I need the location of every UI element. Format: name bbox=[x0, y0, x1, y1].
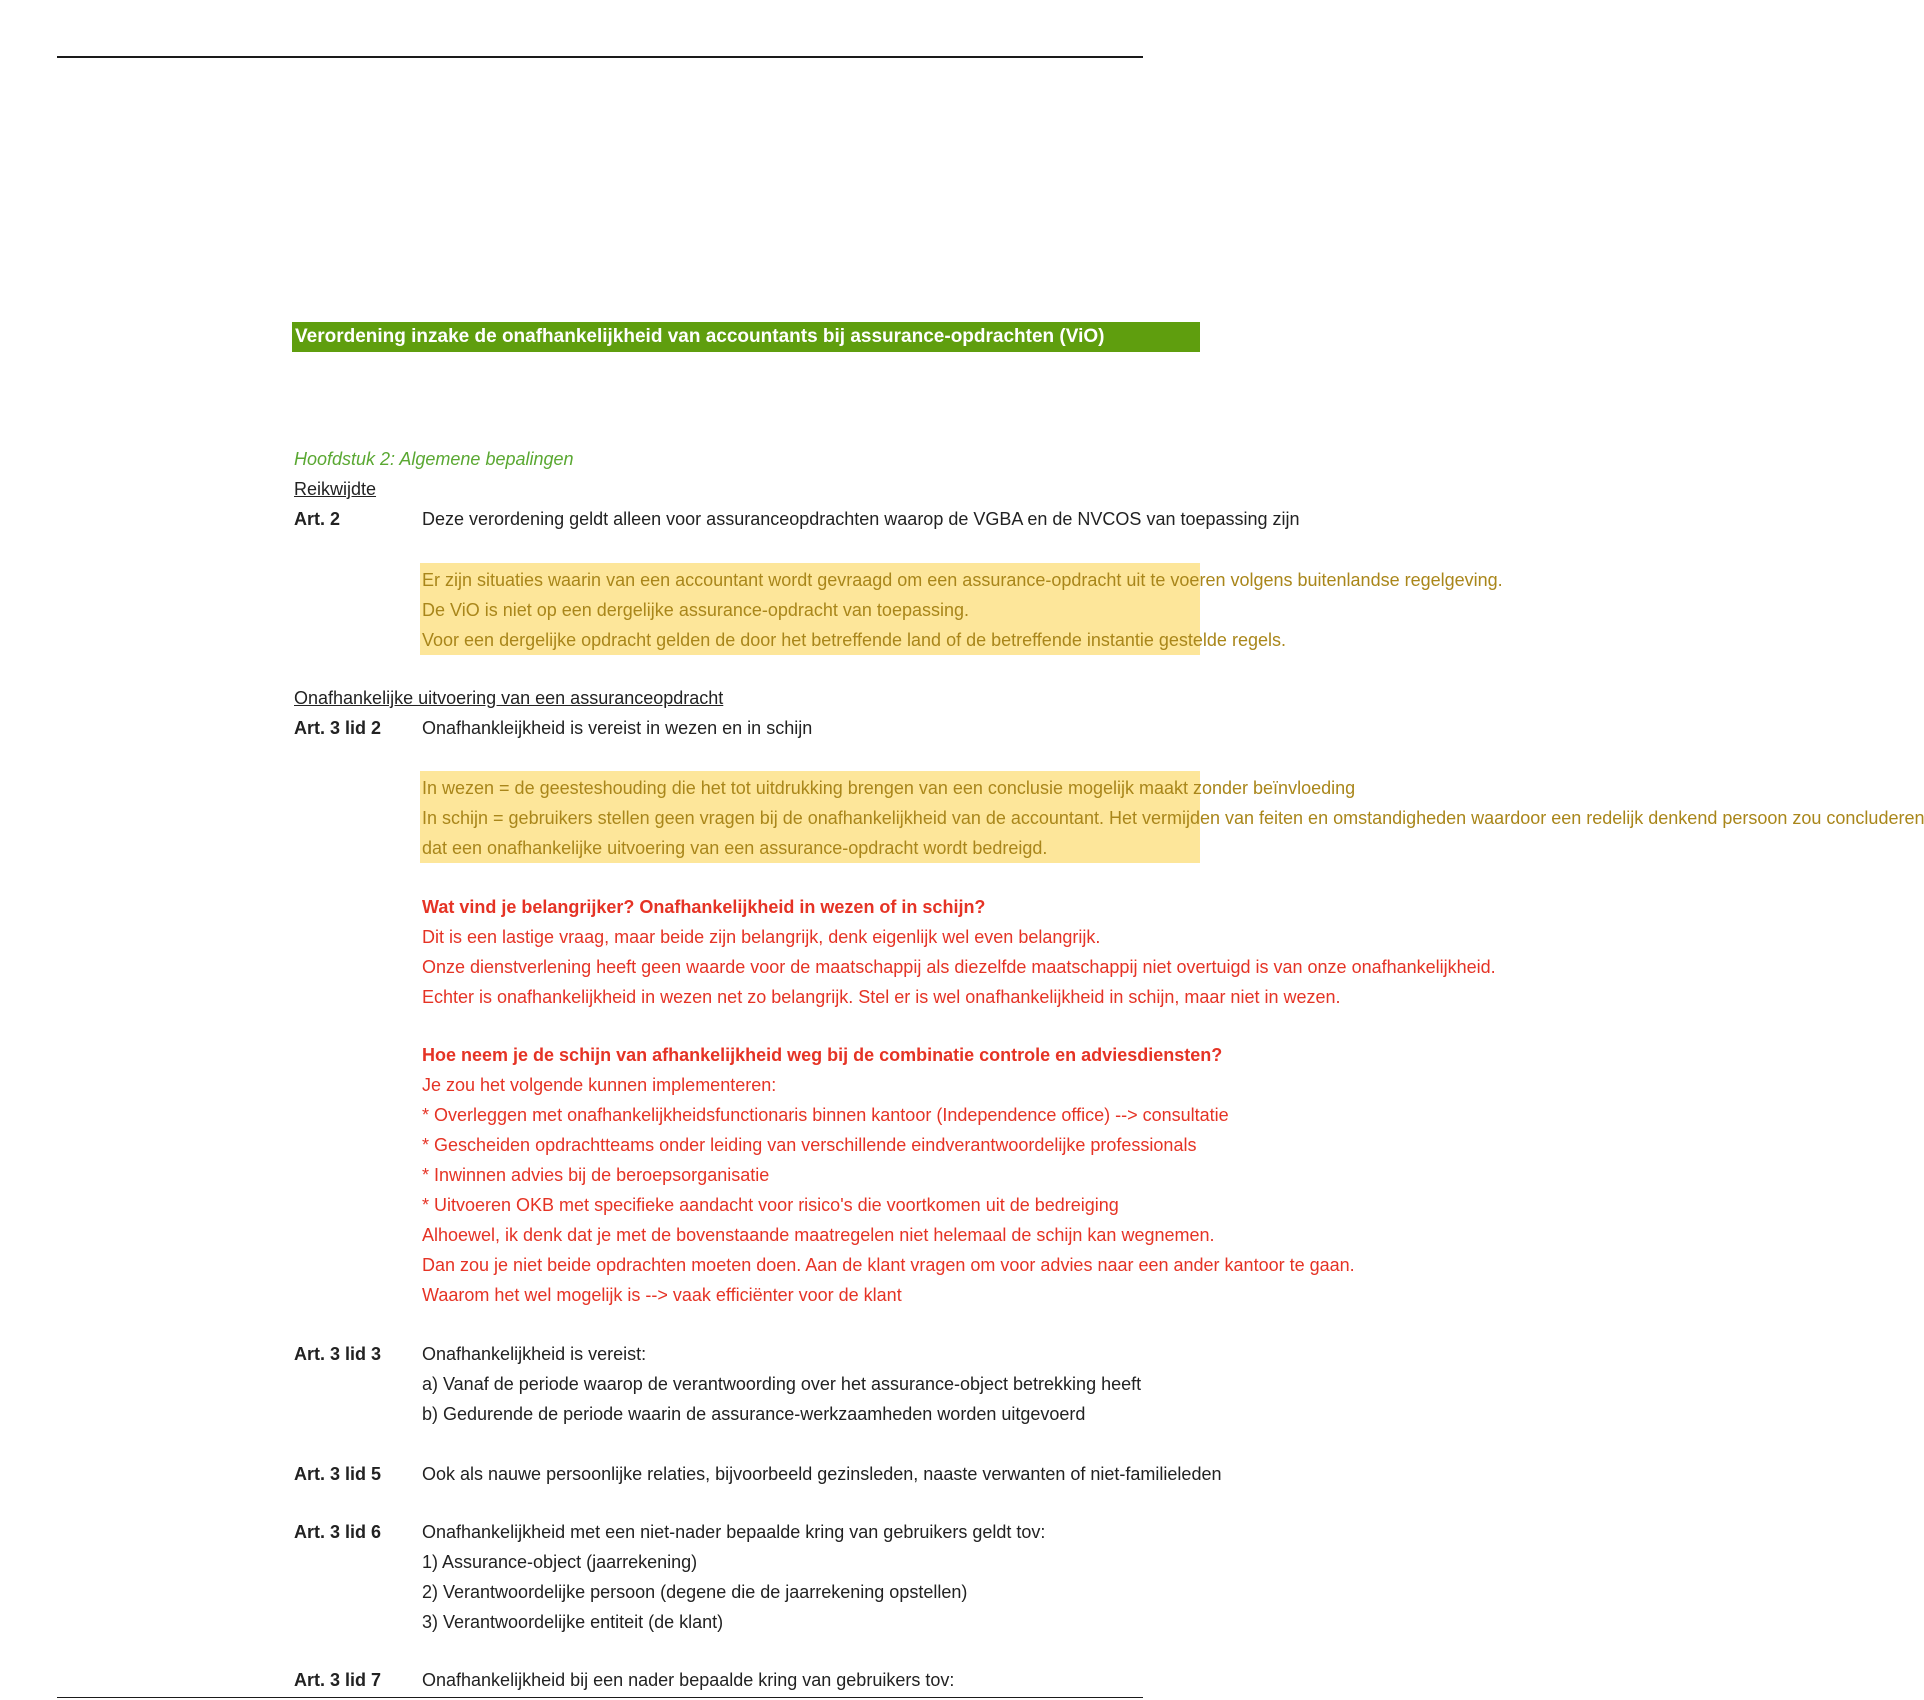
article-label-art3lid2: Art. 3 lid 2 bbox=[294, 718, 382, 738]
note-block-question-2 bbox=[422, 1040, 1355, 1310]
document-title-banner: Verordening inzake de onafhankelijkheid van accountants bij assurance-opdrachten (ViO) bbox=[292, 322, 1200, 352]
note-line: Onze dienstverlening heeft geen waarde voor de maatschappij als diezelfde maatschappij niet overtuigd is van onze onafhankelijkheid. bbox=[422, 957, 1496, 977]
note-question: Hoe neem je de schijn van afhankelijkheid weg bij de combinatie controle en adviesdiensten? bbox=[422, 1045, 1223, 1065]
highlight-note-art3lid2 bbox=[420, 771, 1924, 863]
top-rule bbox=[57, 56, 1143, 58]
article-label-art3lid5: Art. 3 lid 5 bbox=[294, 1464, 382, 1484]
note-line: * Overleggen met onafhankelijkheidsfunctionaris binnen kantoor (Independence office) --> consultatie bbox=[422, 1105, 1229, 1125]
highlight-line: In schijn = gebruikers stellen geen vragen bij de onafhankelijkheid van de accountant. Het vermijden van feiten en omstandigheden waardoor een redelijk denkend persoon zou concluderen bbox=[422, 808, 1924, 828]
section-heading-reikwijdte: Reikwijdte bbox=[294, 479, 377, 499]
highlight-line: Er zijn situaties waarin van een accountant wordt gevraagd om een assurance-opdracht uit te voeren volgens buitenlandse regelgeving. bbox=[422, 570, 1503, 590]
note-line: * Uitvoeren OKB met specifieke aandacht voor risico's die voortkomen uit de bedreiging bbox=[422, 1195, 1119, 1215]
article-label-art3lid3: Art. 3 lid 3 bbox=[294, 1344, 382, 1364]
article-line: 2) Verantwoordelijke persoon (degene die de jaarrekening opstellen) bbox=[422, 1582, 968, 1602]
note-line: Alhoewel, ik denk dat je met de bovenstaande maatregelen niet helemaal de schijn kan wegnemen. bbox=[422, 1225, 1215, 1245]
bottom-rule bbox=[57, 1697, 1143, 1698]
article-line: 1) Assurance-object (jaarrekening) bbox=[422, 1552, 698, 1572]
highlight-note-art2 bbox=[420, 563, 1503, 655]
note-block-question-1 bbox=[422, 892, 1496, 1012]
article-label-art2: Art. 2 bbox=[294, 509, 341, 529]
note-line: Waarom het wel mogelijk is --> vaak efficiënter voor de klant bbox=[422, 1285, 902, 1305]
note-line: Dit is een lastige vraag, maar beide zijn belangrijk, denk eigenlijk wel even belangrijk. bbox=[422, 927, 1101, 947]
note-line: * Inwinnen advies bij de beroepsorganisatie bbox=[422, 1165, 770, 1185]
note-line: Je zou het volgende kunnen implementeren: bbox=[422, 1075, 777, 1095]
note-line: Echter is onafhankelijkheid in wezen net zo belangrijk. Stel er is wel onafhankelijkheid in schijn, maar niet in wezen. bbox=[422, 987, 1341, 1007]
note-line: Dan zou je niet beide opdrachten moeten doen. Aan de klant vragen om voor advies naar een ander kantoor te gaan. bbox=[422, 1255, 1355, 1275]
article-line: Onafhankelijkheid met een niet-nader bepaalde kring van gebruikers geldt tov: bbox=[422, 1522, 1046, 1542]
note-question: Wat vind je belangrijker? Onafhankelijkheid in wezen of in schijn? bbox=[422, 897, 986, 917]
article-text-art3lid6 bbox=[422, 1517, 1045, 1637]
section-heading-uitvoering: Onafhankelijke uitvoering van een assuranceopdracht bbox=[294, 688, 724, 708]
article-line: a) Vanaf de periode waarop de verantwoording over het assurance-object betrekking heeft bbox=[422, 1374, 1142, 1394]
article-text-art2: Deze verordening geldt alleen voor assuranceopdrachten waarop de VGBA en de NVCOS van toepassing zijn bbox=[422, 509, 1300, 529]
article-text-art3lid3 bbox=[422, 1339, 1141, 1429]
highlight-line: dat een onafhankelijke uitvoering van een assurance-opdracht wordt bedreigd. bbox=[422, 838, 1048, 858]
chapter-heading: Hoofdstuk 2: Algemene bepalingen bbox=[294, 449, 574, 469]
highlight-line: De ViO is niet op een dergelijke assurance-opdracht van toepassing. bbox=[422, 600, 969, 620]
article-line: 3) Verantwoordelijke entiteit (de klant) bbox=[422, 1612, 724, 1632]
highlight-line: Voor een dergelijke opdracht gelden de door het betreffende land of de betreffende instantie gestelde regels. bbox=[422, 630, 1286, 650]
article-text-art3lid2: Onafhankleijkheid is vereist in wezen en in schijn bbox=[422, 718, 813, 738]
highlight-line: In wezen = de geesteshouding die het tot uitdrukking brengen van een conclusie mogelijk maakt zonder beïnvloeding bbox=[422, 778, 1356, 798]
article-label-art3lid6: Art. 3 lid 6 bbox=[294, 1522, 382, 1542]
article-line: b) Gedurende de periode waarin de assurance-werkzaamheden worden uitgevoerd bbox=[422, 1404, 1086, 1424]
note-line: * Gescheiden opdrachtteams onder leiding van verschillende eindverantwoordelijke professionals bbox=[422, 1135, 1197, 1155]
article-text-art3lid7: Onafhankelijkheid bij een nader bepaalde kring van gebruikers tov: bbox=[422, 1670, 955, 1690]
article-text-art3lid5: Ook als nauwe persoonlijke relaties, bijvoorbeeld gezinsleden, naaste verwanten of niet-familieleden bbox=[422, 1464, 1222, 1484]
article-label-art3lid7: Art. 3 lid 7 bbox=[294, 1670, 382, 1690]
article-line: Onafhankelijkheid is vereist: bbox=[422, 1344, 647, 1364]
